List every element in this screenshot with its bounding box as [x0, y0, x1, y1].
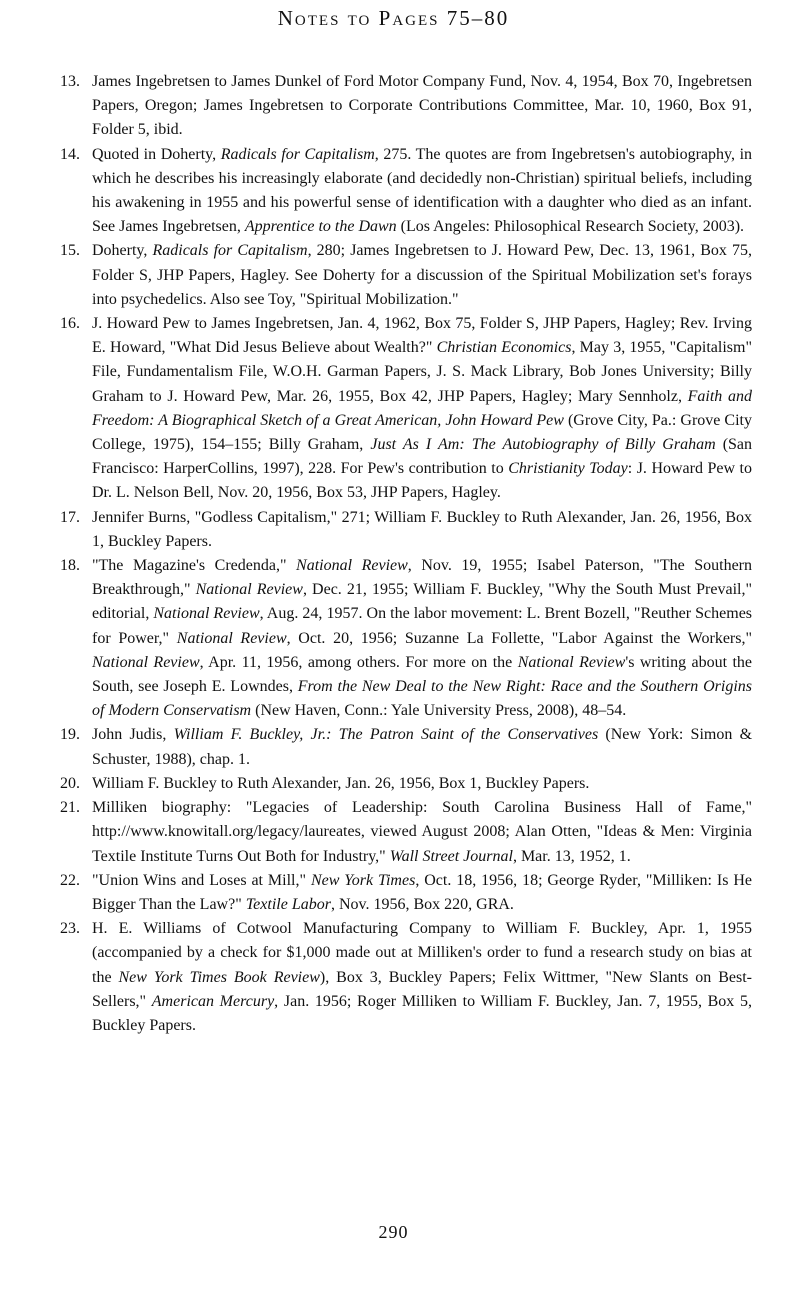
note-number: 19. — [60, 726, 80, 744]
note-title-italic: National Review — [153, 605, 260, 623]
note-item — [62, 772, 752, 796]
note-text-segment: (San Francisco: HarperCollins, 1997), 228. For Pew's contribution to — [92, 436, 753, 478]
note-text-segment: Milliken biography: "Legacies of Leadership: South Carolina Business Hall of Fame," http://www.knowitall.org/legacy/laureates, viewed August 2008; Alan Otten, "Ideas & Men: Virginia Textile Institute Turns Out Both for Industry," — [92, 799, 752, 865]
note-text — [92, 726, 752, 767]
note-text — [92, 146, 752, 236]
note-text-segment: , Aug. 24, 1957. On the labor movement: L. Brent Bozell, "Reuther Schemes for Power," — [92, 605, 753, 647]
note-text-segment: , Nov. 1956, Box 220, GRA. — [330, 895, 514, 913]
note-text-segment: : J. Howard Pew to Dr. L. Nelson Bell, Nov. 20, 1956, Box 53, JHP Papers, Hagley. — [92, 460, 752, 502]
note-number: 14. — [60, 145, 80, 163]
note-text-segment: William F. Buckley to Ruth Alexander, Jan. 26, 1956, Box 1, Buckley Papers. — [92, 774, 590, 792]
note-title-italic: Just As I Am: The Autobiography of Billy Graham — [370, 436, 716, 454]
note-text-segment: James Ingebretsen to James Dunkel of Ford Motor Company Fund, Nov. 4, 1954, Box 70, Ingebretsen Papers, Oregon; James Ingebretsen to Corporate Contributions Committee, Mar. 10, 1960, Box 91, Folder 5, ibid. — [92, 73, 752, 139]
note-text-segment: , Dec. 21, 1955; William F. Buckley, "Why the South Must Prevail," editorial, — [92, 581, 753, 623]
note-text-segment: 's writing about the South, see Joseph E. Lowndes, — [92, 653, 753, 696]
note-text — [92, 509, 752, 550]
note-number: 13. — [60, 73, 80, 90]
note-text-segment: (New Haven, Conn.: Yale University Press, 2008), 48–54. — [251, 702, 627, 720]
page-number: 290 — [378, 1222, 409, 1242]
note-text-segment: Quoted in Doherty, — [92, 145, 221, 163]
note-number: 22. — [60, 871, 80, 889]
note-title-italic: National Review — [517, 653, 626, 671]
note-number: 21. — [60, 799, 80, 817]
note-text-segment: ), Box 3, Buckley Papers; Felix Wittmer, "New Slants on Best-Sellers," — [92, 968, 753, 1010]
note-title-italic: Faith and Freedom: A Biographical Sketch of a Great American, John Howard Pew — [92, 387, 752, 429]
note-text-segment: (New York: Simon & Schuster, 1988), chap. 1. — [92, 726, 753, 768]
note-item — [62, 506, 752, 554]
note-title-italic: Radicals for Capitalism — [220, 145, 375, 163]
note-title-italic: National Review — [296, 557, 408, 575]
note-text-segment: , Oct. 18, 1956, 18; George Ryder, "Milliken: Is He Bigger Than the Law?" — [92, 871, 752, 913]
note-text-segment: , May 3, 1955, "Capitalism" File, Fundamentalism File, W.O.H. Garman Papers, J. S. Mack Library, Bob Jones University; Billy Graham to J. Howard Pew, Mar. 26, 1955, Box 42, JHP Papers, Hagley; Mary Sennholz, — [92, 339, 753, 405]
note-number: 23. — [60, 920, 80, 938]
note-text-segment: , 275. The quotes are from Ingebretsen's autobiography, in which he describes his increasingly elaborate (and decidedly non-Christian) spiritual beliefs, including his awakening in 1955 and his powerful sense of identification with a daughter who died as an infant. See James Ingebretsen, — [92, 145, 753, 236]
note-title-italic: National Review — [195, 581, 303, 599]
note-item — [62, 239, 752, 312]
running-head: Notes to Pages 75–80 — [277, 6, 510, 30]
note-text-segment: , Jan. 1956; Roger Milliken to William F. Buckley, Jan. 7, 1955, Box 5, Buckley Papers. — [92, 992, 753, 1034]
note-text — [92, 872, 752, 913]
note-text — [92, 242, 752, 307]
note-title-italic: Christian Economics — [436, 339, 572, 357]
note-text — [92, 799, 752, 864]
note-title-italic: Textile Labor — [245, 895, 331, 913]
note-number: 17. — [60, 508, 80, 526]
note-text-segment: , Mar. 13, 1952, 1. — [512, 847, 631, 865]
note-title-italic: Apprentice to the Dawn — [244, 218, 397, 236]
note-text-segment: "The Magazine's Credenda," — [92, 557, 297, 575]
note-text-segment: John Judis, — [92, 726, 174, 744]
note-text-segment: , 280; James Ingebretsen to J. Howard Pew, Dec. 13, 1961, Box 75, Folder S, JHP Papers, Hagley. See Doherty for a discussion of the Spiritual Mobilization set's forays into psychedelics. Also see Toy, "Spiritual Mobilization." — [92, 242, 753, 308]
note-text-segment: Jennifer Burns, "Godless Capitalism," 271; William F. Buckley to Ruth Alexander, Jan. 26, 1956, Box 1, Buckley Papers. — [92, 508, 752, 550]
note-title-italic: National Review — [176, 629, 287, 647]
note-title-italic: Radicals for Capitalism — [152, 242, 308, 260]
note-item — [62, 70, 752, 143]
note-number: 16. — [60, 315, 80, 333]
note-text-segment: "Union Wins and Loses at Mill," — [92, 871, 311, 889]
note-text — [92, 920, 752, 1034]
note-number: 15. — [60, 242, 80, 260]
note-text-segment: , Oct. 20, 1956; Suzanne La Follette, "Labor Against the Workers," — [286, 629, 753, 647]
note-title-italic: Christianity Today — [508, 460, 628, 478]
note-title-italic: From the New Deal to the New Right: Race and the Southern Origins of Modern Conservatism — [92, 678, 752, 720]
note-item — [62, 869, 752, 917]
note-title-italic: American Mercury — [151, 992, 275, 1010]
note-text — [92, 557, 752, 719]
note-text — [92, 775, 589, 792]
note-text-segment: (Los Angeles: Philosophical Research Society, 2003). — [396, 218, 745, 236]
note-text-segment: , Apr. 11, 1956, among others. For more on the — [199, 653, 518, 671]
note-item — [62, 312, 752, 506]
note-title-italic: New York Times Book Review — [118, 968, 320, 986]
note-number: 20. — [60, 774, 80, 792]
note-text — [92, 315, 752, 501]
note-item — [62, 723, 752, 771]
note-text-segment: J. Howard Pew to James Ingebretsen, Jan. 4, 1962, Box 75, Folder S, JHP Papers, Hagley; Rev. Irving E. Howard, "What Did Jesus Believe about Wealth?" — [92, 315, 752, 357]
note-text-segment: (Grove City, Pa.: Grove City College, 1975), 154–155; Billy Graham, — [92, 411, 752, 454]
note-item — [62, 796, 752, 869]
note-item — [62, 143, 752, 240]
notes-list — [62, 70, 752, 1038]
note-item — [62, 917, 752, 1038]
note-item — [62, 554, 752, 723]
note-title-italic: Wall Street Journal — [389, 847, 513, 865]
note-title-italic: National Review — [92, 653, 200, 671]
note-text-segment: Doherty, — [92, 242, 153, 260]
note-number: 18. — [60, 557, 80, 575]
note-title-italic: New York Times — [310, 871, 416, 889]
note-text-segment: H. E. Williams of Cotwool Manufacturing Company to William F. Buckley, Apr. 1, 1955 (accompanied by a check for $1,000 made out at Milliken's order to fund a research study on bias at the — [92, 920, 752, 986]
note-title-italic: William F. Buckley, Jr.: The Patron Saint of the Conservatives — [173, 726, 599, 744]
note-text-segment: , Nov. 19, 1955; Isabel Paterson, "The Southern Breakthrough," — [92, 557, 753, 599]
note-text — [92, 73, 752, 138]
